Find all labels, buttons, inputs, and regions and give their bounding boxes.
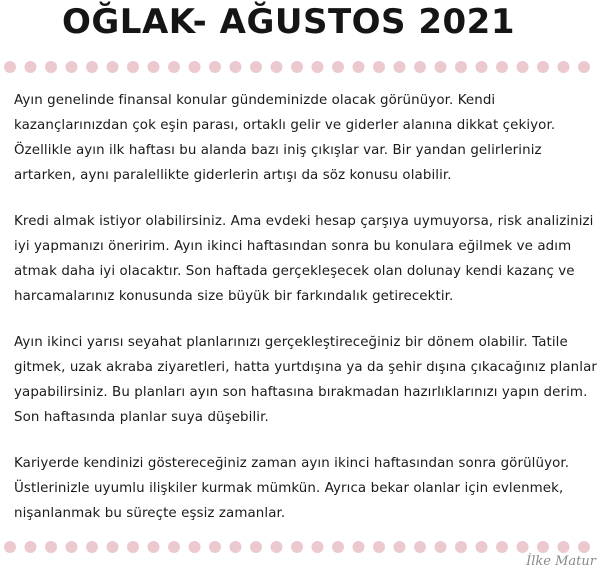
divider-dot [291, 541, 303, 553]
divider-dot [148, 61, 160, 73]
divider-dot [373, 541, 385, 553]
divider-dot [537, 61, 549, 73]
divider-dot [86, 541, 98, 553]
divider-dot [230, 61, 242, 73]
divider-dot [209, 541, 221, 553]
divider-dot [230, 541, 242, 553]
divider-dot [353, 541, 365, 553]
divider-dot [455, 61, 467, 73]
paragraph-travel: Ayın ikinci yarısı seyahat planlarınızı gerçekleştireceğiniz bir dönem olabilir. Tatile gitmek, uzak akraba ziyaretleri, hatta yurtdışına ya da şehir dışına çıkacağınız planlar yapabilirsiniz. Bu planları ayın son haftasına bırakmadan hazırlıklarınızı yapın derim. Son haftasında planlar suya düşebilir. [14, 335, 597, 425]
divider-dot [107, 61, 119, 73]
author-signature: İlke Matur [526, 554, 596, 569]
divider-dot [496, 541, 508, 553]
divider-dot [189, 541, 201, 553]
divider-dot [86, 61, 98, 73]
divider-dot [250, 61, 262, 73]
divider-dot [148, 541, 160, 553]
divider-dot [332, 61, 344, 73]
divider-dot [4, 61, 16, 73]
divider-dot [496, 61, 508, 73]
divider-dot [107, 541, 119, 553]
divider-dot [373, 61, 385, 73]
divider-dot [332, 541, 344, 553]
divider-dot [578, 61, 590, 73]
divider-dot [250, 541, 262, 553]
divider-dot [4, 541, 16, 553]
divider-dot [414, 61, 426, 73]
page-title: OĞLAK- AĞUSTOS 2021 [62, 2, 515, 42]
divider-dot [25, 541, 37, 553]
divider-dot [291, 61, 303, 73]
divider-dot [45, 61, 57, 73]
divider-dot [435, 61, 447, 73]
divider-dot [312, 541, 324, 553]
divider-dot [25, 61, 37, 73]
divider-dot [517, 61, 529, 73]
divider-dot [394, 61, 406, 73]
divider-dot [189, 61, 201, 73]
divider-dot [414, 541, 426, 553]
divider-dot [435, 541, 447, 553]
divider-dot [127, 61, 139, 73]
divider-dot [168, 61, 180, 73]
divider-dot [353, 61, 365, 73]
divider-dot [558, 541, 570, 553]
divider-dot [45, 541, 57, 553]
divider-dot [271, 541, 283, 553]
divider-dot [476, 61, 488, 73]
article-body [14, 88, 598, 547]
divider-dot [312, 61, 324, 73]
paragraph-credit: Kredi almak istiyor olabilirsiniz. Ama evdeki hesap çarşıya uymuyorsa, risk analizinizi iyi yapmanızı öneririm. Ayın ikinci haftasından sonra bu konulara eğilmek ve adım atmak daha iyi olacaktır. Son haftada gerçekleşecek olan dolunay kendi kazanç ve harcamalarınız konusunda size büyük bir farkındalık getirecektir. [14, 214, 594, 304]
divider-dot [558, 61, 570, 73]
divider-dot [168, 541, 180, 553]
divider-dot [66, 541, 78, 553]
paragraph-career: Kariyerde kendinizi göstereceğiniz zaman ayın ikinci haftasından sonra görülüyor. Üstlerinizle uyumlu ilişkiler kurmak mümkün. Ayrıca bekar olanlar için evlenmek, nişanlanmak bu süreçte eşsiz zamanlar. [14, 456, 570, 521]
dotted-divider-bottom [0, 540, 600, 554]
divider-dot [517, 541, 529, 553]
divider-dot [476, 541, 488, 553]
divider-dot [455, 541, 467, 553]
dotted-divider-top [0, 60, 600, 74]
divider-dot [209, 61, 221, 73]
divider-dot [578, 541, 590, 553]
divider-dot [394, 541, 406, 553]
divider-dot [66, 61, 78, 73]
paragraph-finance: Ayın genelinde finansal konular gündeminizde olacak görünüyor. Kendi kazançlarınızdan çok eşin parası, ortaklı gelir ve giderler alanına dikkat çekiyor. Özellikle ayın ilk haftası bu alanda bazı iniş çıkışlar var. Bir yandan gelirleriniz artarken, aynı paralellikte giderlerin artışı da söz konusu olabilir. [14, 93, 556, 183]
divider-dot [537, 541, 549, 553]
divider-dot [271, 61, 283, 73]
divider-dot [127, 541, 139, 553]
